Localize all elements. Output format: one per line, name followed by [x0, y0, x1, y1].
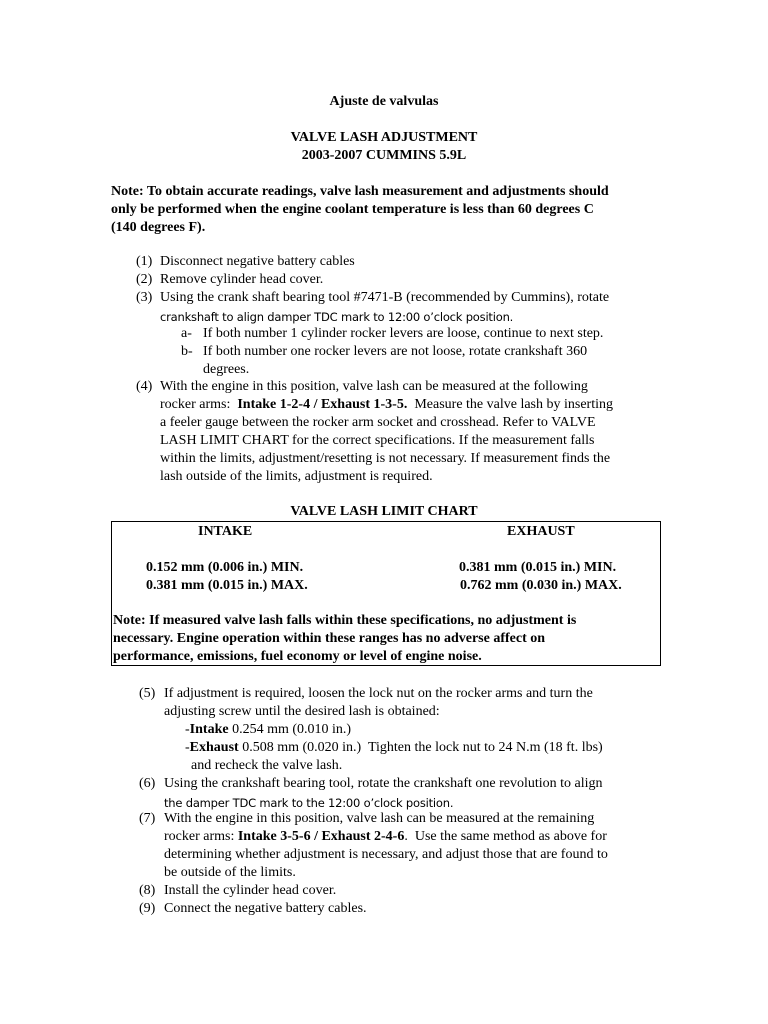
intake-min: 0.152 mm (0.006 in.) MIN. — [146, 560, 304, 575]
step-4-rocker-arms: Intake 1-2-4 / Exhaust 1-3-5. — [237, 397, 408, 412]
step-7-rocker-arms: Intake 3-5-6 / Exhaust 2-4-6 — [237, 829, 405, 844]
step-6-number: (6) — [139, 776, 156, 791]
step-1-text: Disconnect negative battery cables — [160, 254, 355, 269]
recheck-line: and recheck the valve lash. — [191, 758, 343, 773]
step-3a-text: If both number 1 cylinder rocker levers are loose, continue to next step. — [203, 326, 604, 341]
step-7-line-2-post: . Use the same method as above for — [404, 829, 607, 844]
chart-title: VALVE LASH LIMIT CHART — [290, 504, 478, 519]
exhaust-spec-value: 0.508 mm (0.020 in.) Tighten the lock nut to 24 N.m (18 ft. lbs) — [238, 740, 603, 755]
chart-note-line-3: performance, emissions, fuel economy or level of engine noise. — [113, 649, 482, 664]
exhaust-spec-label: Exhaust — [189, 740, 239, 755]
step-6-line-1: Using the crankshaft bearing tool, rotate the crankshaft one revolution to align — [164, 776, 603, 791]
exhaust-max: 0.762 mm (0.030 in.) MAX. — [460, 578, 622, 593]
step-7-line-1: With the engine in this position, valve lash can be measured at the remaining — [164, 811, 595, 826]
exhaust-min: 0.381 mm (0.015 in.) MIN. — [459, 560, 617, 575]
chart-note-line-2: necessary. Engine operation within these ranges has no adverse affect on — [113, 631, 546, 646]
document-title: VALVE LASH ADJUSTMENT — [290, 130, 478, 145]
step-3b-marker: b- — [181, 344, 193, 359]
step-3-number: (3) — [136, 290, 153, 305]
chart-note-line-1: Note: If measured valve lash falls within these specifications, no adjustment is — [113, 613, 577, 628]
step-9-number: (9) — [139, 901, 156, 916]
step-3-line-2: crankshaft to align damper TDC mark to 12:00 o’clock position. — [160, 310, 514, 324]
step-4-number: (4) — [136, 379, 153, 394]
intake-max: 0.381 mm (0.015 in.) MAX. — [146, 578, 308, 593]
exhaust-spec-dash: - — [185, 740, 190, 755]
step-8-number: (8) — [139, 883, 156, 898]
step-4-line-2 — [160, 396, 613, 414]
step-3-line-1: Using the crank shaft bearing tool #7471-B (recommended by Cummins), rotate — [160, 290, 610, 305]
intake-spec-label: Intake — [189, 722, 229, 737]
spanish-title: Ajuste de valvulas — [329, 94, 439, 109]
step-4-line-3: a feeler gauge between the rocker arm socket and crosshead. Refer to VALVE — [160, 415, 596, 430]
note-line-3: (140 degrees F). — [111, 220, 206, 235]
step-3a-marker: a- — [181, 326, 192, 341]
step-5-line-2: adjusting screw until the desired lash is obtained: — [164, 704, 440, 719]
intake-spec-line — [185, 721, 351, 739]
step-2-number: (2) — [136, 272, 153, 287]
note-line-1: Note: To obtain accurate readings, valve lash measurement and adjustments should — [111, 184, 609, 199]
step-1-number: (1) — [136, 254, 153, 269]
step-7-line-4: be outside of the limits. — [164, 865, 296, 880]
step-9-text: Connect the negative battery cables. — [164, 901, 367, 916]
step-5-number: (5) — [139, 686, 156, 701]
step-3b-line-2: degrees. — [203, 362, 250, 377]
intake-spec-value: 0.254 mm (0.010 in.) — [228, 722, 352, 737]
step-7-line-2 — [164, 828, 607, 846]
step-5-line-1: If adjustment is required, loosen the lock nut on the rocker arms and turn the — [164, 686, 593, 701]
intake-spec-dash: - — [185, 722, 190, 737]
step-4-line-1: With the engine in this position, valve lash can be measured at the following — [160, 379, 588, 394]
exhaust-header: EXHAUST — [507, 524, 575, 539]
step-3b-line-1: If both number one rocker levers are not loose, rotate crankshaft 360 — [203, 344, 588, 359]
exhaust-spec-line — [185, 739, 603, 757]
note-line-2: only be performed when the engine coolant temperature is less than 60 degrees C — [111, 202, 594, 217]
step-4-line-2-post: Measure the valve lash by inserting — [407, 397, 613, 412]
step-4-line-5: within the limits, adjustment/resetting is not necessary. If measurement finds the — [160, 451, 611, 466]
step-6-line-2: the damper TDC mark to the 12:00 o’clock position. — [164, 796, 454, 810]
step-7-number: (7) — [139, 811, 156, 826]
step-7-line-2-pre: rocker arms: — [164, 829, 238, 844]
step-7-line-3: determining whether adjustment is necessary, and adjust those that are found to — [164, 847, 608, 862]
step-2-text: Remove cylinder head cover. — [160, 272, 324, 287]
step-4-line-4: LASH LIMIT CHART for the correct specifications. If the measurement falls — [160, 433, 595, 448]
step-4-line-2-pre: rocker arms: — [160, 397, 238, 412]
intake-header: INTAKE — [198, 524, 253, 539]
engine-model: 2003-2007 CUMMINS 5.9L — [301, 148, 467, 163]
step-4-line-6: lash outside of the limits, adjustment is required. — [160, 469, 433, 484]
step-8-text: Install the cylinder head cover. — [164, 883, 337, 898]
